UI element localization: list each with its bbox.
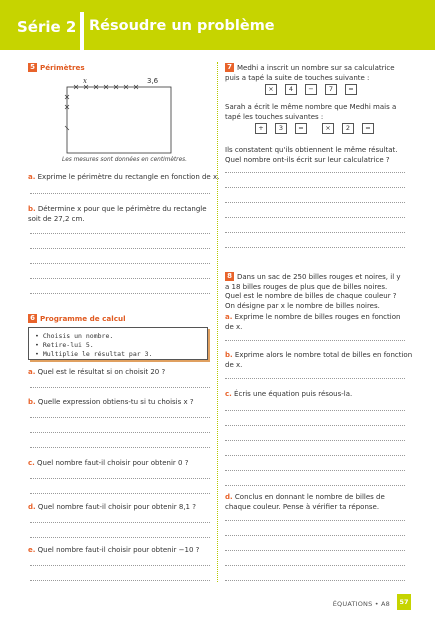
answer-line[interactable] bbox=[225, 550, 405, 551]
question-8d: d. Conclus en donnant le nombre de billes de chaque couleur. Pense à vérifier ta réponse. bbox=[225, 493, 385, 511]
program-step: • Multiplie le résultat par 3. bbox=[35, 350, 153, 358]
answer-line[interactable] bbox=[225, 535, 405, 536]
label-x: x bbox=[83, 77, 87, 85]
answer-line[interactable] bbox=[30, 447, 210, 448]
exercise-8-number: 8 bbox=[225, 272, 234, 281]
answer-line[interactable] bbox=[225, 565, 405, 566]
answer-line[interactable] bbox=[225, 232, 405, 233]
header-notch bbox=[80, 12, 84, 50]
answer-line[interactable] bbox=[225, 172, 405, 173]
answer-line[interactable] bbox=[30, 293, 210, 294]
answer-line[interactable] bbox=[225, 247, 405, 248]
answer-line[interactable] bbox=[30, 522, 210, 523]
answer-line[interactable] bbox=[30, 233, 210, 234]
exercise-6-number: 6 bbox=[28, 314, 37, 323]
question-6c: c. Quel nombre faut-il choisir pour obtenir 0 ? bbox=[28, 459, 189, 467]
answer-line[interactable] bbox=[225, 425, 405, 426]
exercise-7-text: 7 Medhi a inscrit un nombre sur sa calculatrice puis a tapé la suite de touches suivante : bbox=[225, 63, 395, 82]
answer-line[interactable] bbox=[225, 470, 405, 471]
footer-chapter: ÉQUATIONS • A8 bbox=[332, 600, 390, 608]
rectangle-shape bbox=[67, 87, 171, 153]
answer-line[interactable] bbox=[30, 263, 210, 264]
answer-line[interactable] bbox=[30, 478, 210, 479]
figure-caption: Les mesures sont données en centimètres. bbox=[62, 157, 187, 163]
question-6d: d. Quel nombre faut-il choisir pour obtenir 8,1 ? bbox=[28, 503, 196, 511]
answer-line[interactable] bbox=[225, 485, 405, 486]
calculation-program-box bbox=[28, 327, 208, 360]
answer-line[interactable] bbox=[30, 493, 210, 494]
exercise-5-title bbox=[28, 63, 85, 72]
answer-line[interactable] bbox=[225, 455, 405, 456]
answer-line[interactable] bbox=[30, 580, 210, 581]
answer-line[interactable] bbox=[225, 440, 405, 441]
rectangle-tick-marks bbox=[65, 85, 138, 130]
answer-line[interactable] bbox=[30, 537, 210, 538]
page-title: Résoudre un problème bbox=[89, 18, 275, 34]
exercise-5-number: 5 bbox=[28, 63, 37, 72]
question-8b: b. Exprime alors le nombre total de billes en fonction de x. bbox=[225, 351, 413, 369]
answer-line[interactable] bbox=[30, 565, 210, 566]
calculator-key: = bbox=[345, 84, 357, 95]
rectangle-figure bbox=[55, 72, 185, 162]
answer-line[interactable] bbox=[30, 248, 210, 249]
calculator-key: × bbox=[265, 84, 277, 95]
question-6a: a. Quel est le résultat si on choisit 20 ? bbox=[28, 368, 166, 376]
exercise-7-sarah: Sarah a écrit le même nombre que Medhi mais a tapé les touches suivantes : bbox=[225, 103, 397, 121]
calculator-key: 3 bbox=[275, 123, 287, 134]
calculator-key: = bbox=[362, 123, 374, 134]
exercise-8-text: 8 Dans un sac de 250 billes rouges et noires, il y a 18 billes rouges de plus que de billes noires. Quel est le nombre de billes de chaque couleur ? On désigne par x le nombre de billes noires. bbox=[225, 272, 401, 310]
answer-line[interactable] bbox=[225, 340, 405, 341]
calculator-key: 7 bbox=[325, 84, 337, 95]
calculator-key: + bbox=[255, 123, 267, 134]
exercise-6-title-text: Programme de calcul bbox=[40, 314, 126, 323]
answer-line[interactable] bbox=[30, 417, 210, 418]
answer-line[interactable] bbox=[30, 193, 210, 194]
question-8c: c. Écris une équation puis résous-la. bbox=[225, 390, 353, 398]
answer-line[interactable] bbox=[30, 432, 210, 433]
serie-label: Série 2 bbox=[17, 18, 77, 36]
calculator-key: × bbox=[322, 123, 334, 134]
question-6e: e. Quel nombre faut-il choisir pour obtenir −10 ? bbox=[28, 546, 200, 554]
exercise-7-question: Ils constatent qu'ils obtiennent le même résultat. Quel nombre ont-ils écrit sur leur calculatrice ? bbox=[225, 146, 398, 164]
calculator-key: 4 bbox=[285, 84, 297, 95]
answer-line[interactable] bbox=[30, 278, 210, 279]
page-number: 57 bbox=[397, 594, 411, 610]
question-6b: b. Quelle expression obtiens-tu si tu choisis x ? bbox=[28, 398, 194, 406]
answer-line[interactable] bbox=[225, 520, 405, 521]
answer-line[interactable] bbox=[225, 410, 405, 411]
program-step: • Retire-lui 5. bbox=[35, 341, 94, 349]
calculator-key: − bbox=[305, 84, 317, 95]
question-5b: b. Détermine x pour que le périmètre du rectangle soit de 27,2 cm. bbox=[28, 205, 207, 223]
question-5a: a. Exprime le périmètre du rectangle en fonction de x. bbox=[28, 173, 220, 181]
program-step: • Choisis un nombre. bbox=[35, 332, 114, 340]
answer-line[interactable] bbox=[225, 217, 405, 218]
answer-line[interactable] bbox=[225, 202, 405, 203]
answer-line[interactable] bbox=[225, 580, 405, 581]
label-3-6: 3,6 bbox=[147, 77, 159, 85]
answer-line[interactable] bbox=[30, 387, 210, 388]
answer-line[interactable] bbox=[225, 378, 405, 379]
answer-line[interactable] bbox=[225, 187, 405, 188]
question-8a: a. Exprime le nombre de billes rouges en fonction de x. bbox=[225, 313, 401, 331]
exercise-6-title bbox=[28, 314, 126, 323]
calculator-key: = bbox=[295, 123, 307, 134]
exercise-7-number: 7 bbox=[225, 63, 234, 72]
exercise-5-title-text: Périmètres bbox=[40, 63, 85, 72]
calculator-key: 2 bbox=[342, 123, 354, 134]
column-divider bbox=[217, 62, 218, 582]
